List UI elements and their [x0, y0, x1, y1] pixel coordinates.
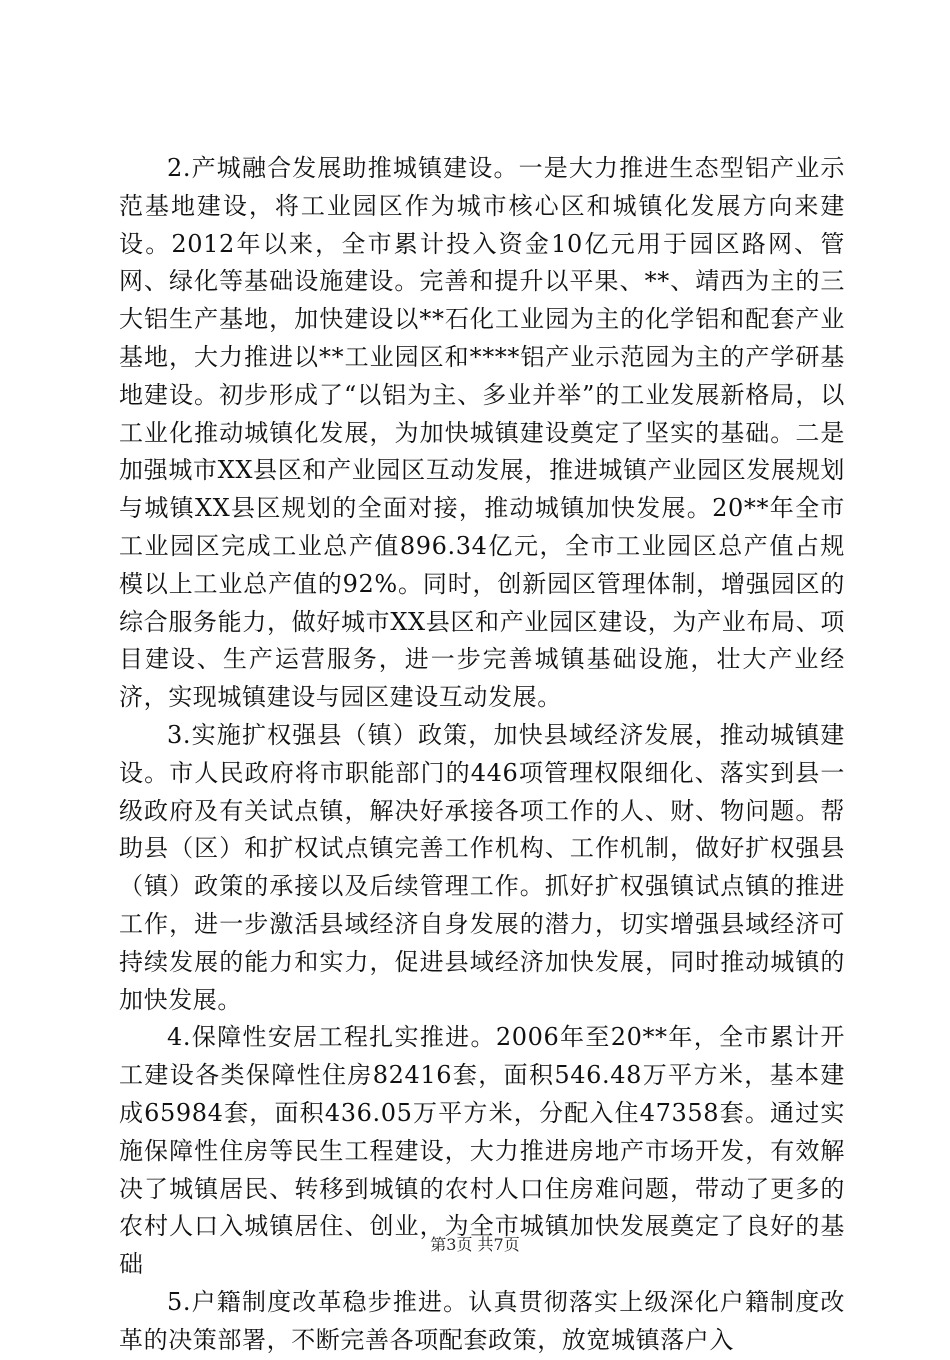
page-number-footer: 第3页 共7页 [430, 1235, 520, 1254]
document-body [119, 150, 845, 1360]
paragraph-4-affordable-housing: 4.保障性安居工程扎实推进。2006年至20**年，全市累计开工建设各类保障性住房82416套，面积546.48万平方米，基本建成65984套，面积436.05万平方米，分配入住47358套。通过实施保障性住房等民生工程建设，大力推进房地产市场开发，有效解决了城镇居民、转移到城镇的农村人口住房难问题，带动了更多的农村人口入城镇居住、创业，为全市城镇加快发展奠定了良好的基础 [119, 1023, 845, 1279]
paragraph-2-industry-city-integration: 2.产城融合发展助推城镇建设。一是大力推进生态型铝产业示范基地建设，将工业园区作为城市核心区和城镇化发展方向来建设。2012年以来，全市累计投入资金10亿元用于园区路网、管网、绿化等基础设施建设。完善和提升以平果、**、靖西为主的三大铝生产基地，加快建设以**石化工业园为主的化学铝和配套产业基地，大力推进以**工业园区和****铝产业示范园为主的产学研基地建设。初步形成了“以铝为主、多业并举”的工业发展新格局，以工业化推动城镇化发展，为加快城镇建设奠定了坚实的基础。二是加强城市XX县区和产业园区互动发展，推进城镇产业园区发展规划与城镇XX县区规划的全面对接，推动城镇加快发展。20**年全市工业园区完成工业总产值896.34亿元，全市工业园区总产值占规模以上工业总产值的92%。同时，创新园区管理体制，增强园区的综合服务能力，做好城市XX县区和产业园区建设，为产业布局、项目建设、生产运营服务，进一步完善城镇基础设施，壮大产业经济，实现城镇建设与园区建设互动发展。 [119, 154, 845, 712]
paragraph-5-household-registration: 5.户籍制度改革稳步推进。认真贯彻落实上级深化户籍制度改革的决策部署，不断完善各项配套政策，放宽城镇落户入 [119, 1287, 845, 1354]
paragraph-3-county-empowerment: 3.实施扩权强县（镇）政策，加快县域经济发展，推动城镇建设。市人民政府将市职能部门的446项管理权限细化、落实到县一级政府及有关试点镇，解决好承接各项工作的人、财、物问题。帮助县（区）和扩权试点镇完善工作机构、工作机制，做好扩权强县（镇）政策的承接以及后续管理工作。抓好扩权强镇试点镇的推进工作，进一步激活县域经济自身发展的潜力，切实增强县域经济可持续发展的能力和实力，促进县域经济加快发展，同时推动城镇的加快发展。 [119, 720, 845, 1014]
